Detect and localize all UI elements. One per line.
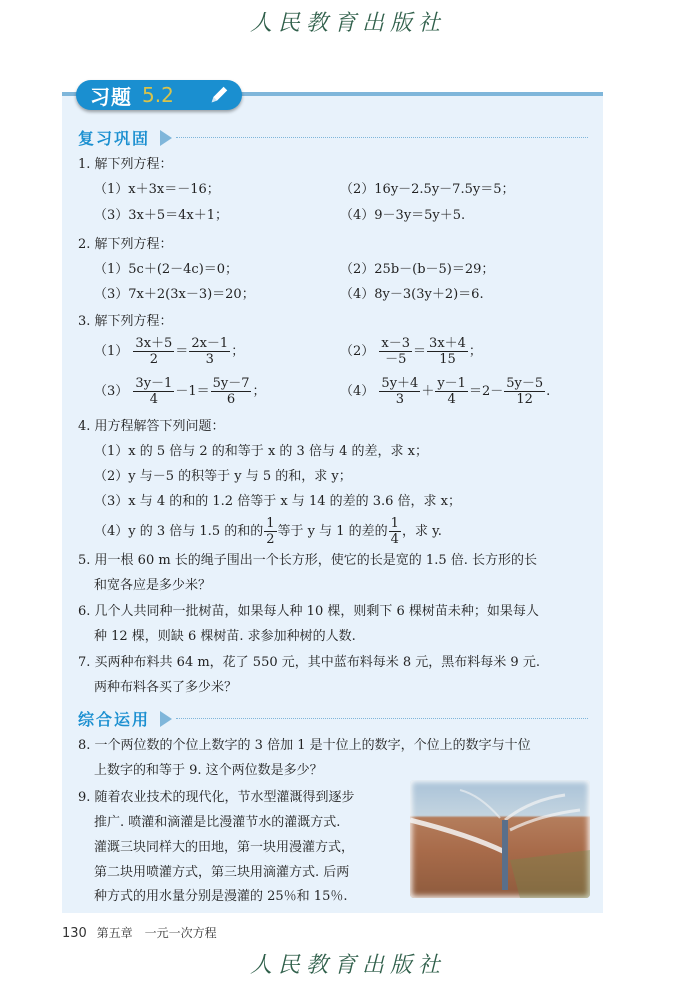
operator: －1＝ (175, 384, 210, 399)
q1-item: （2）16y－2.5y－7.5y＝5； (340, 182, 515, 197)
section-review (78, 126, 588, 149)
text: ，求 y. (401, 524, 442, 539)
fraction (211, 376, 252, 407)
punct: . (546, 384, 551, 399)
fraction (264, 516, 276, 547)
q5-line: 和宽各应是多少米？ (94, 578, 212, 593)
fraction (435, 376, 468, 407)
denominator: 4 (390, 532, 399, 547)
q9-line: 第二块用喷灌方式，第三块用滴灌方式. 后两 (94, 865, 350, 880)
q3-item-4 (340, 376, 550, 407)
numerator: 1 (390, 516, 399, 531)
section-apply (78, 707, 588, 730)
numerator: x－3 (381, 336, 411, 351)
q8-line: 上数字的和等于 9. 这个两位数是多少？ (94, 763, 323, 778)
denominator: 12 (516, 392, 533, 407)
badge-number: 5.2 (142, 83, 174, 107)
q2-item: （2）25b－(b－5)＝29； (340, 262, 495, 277)
fraction (379, 336, 412, 367)
fraction (189, 336, 230, 367)
punct: ； (231, 344, 245, 359)
q1-stem: 1. 解下列方程： (78, 157, 173, 172)
item-label: （1） (94, 344, 129, 359)
q5-line: 5. 用一根 60 m 长的绳子围出一个长方形，使它的长是宽的 1.5 倍. 长方形的长 (78, 553, 538, 568)
sprinkler-illustration (410, 780, 590, 898)
q9-line: 推广. 喷灌和滴灌是比漫灌节水的灌溉方式. (94, 815, 341, 830)
q1-item: （1）x＋3x＝－16； (94, 182, 220, 197)
fraction (133, 376, 174, 407)
q9-line: 种方式的用水量分别是漫灌的 25％和 15％. (94, 889, 348, 904)
denominator: 3 (205, 352, 214, 367)
fraction (133, 336, 174, 367)
operator: ＝ (175, 344, 189, 359)
q9-line: 9. 随着农业技术的现代化，节水型灌溉得到逐步 (78, 790, 355, 805)
triangle-icon (160, 130, 172, 146)
numerator: 5y＋4 (381, 376, 419, 391)
publisher-logo-top: 人民教育出版社 (249, 11, 446, 36)
fraction (427, 336, 468, 367)
denominator: 4 (447, 392, 456, 407)
publisher-logo-bottom: 人民教育出版社 (249, 953, 446, 978)
punct: ； (252, 384, 266, 399)
q3-item-3 (94, 376, 266, 407)
q4-item-4 (94, 516, 442, 547)
punct: ； (468, 344, 482, 359)
q4-item: （1）x 的 5 倍与 2 的和等于 x 的 3 倍与 4 的差，求 x； (94, 444, 428, 459)
q4-item: （2）y 与－5 的积等于 y 与 5 的和，求 y； (94, 469, 352, 484)
chapter-title: 第五章 一元一次方程 (96, 926, 217, 940)
exercise-badge (76, 80, 242, 110)
denominator: 15 (439, 352, 456, 367)
q2-item: （4）8y－3(3y＋2)＝6. (340, 287, 484, 302)
denominator: 4 (149, 392, 158, 407)
text: 等于 y 与 1 的差的 (277, 524, 388, 539)
item-label: （2） (340, 344, 375, 359)
fraction (504, 376, 545, 407)
section-title: 复习巩固 (78, 129, 151, 148)
denominator: －5 (385, 352, 407, 367)
item-label: （3） (94, 384, 129, 399)
numerator: 3y－1 (135, 376, 173, 391)
q6-line: 6. 几个人共同种一批树苗，如果每人种 10 棵，则剩下 6 棵树苗未种；如果每人 (78, 604, 539, 619)
numerator: 2x－1 (191, 336, 229, 351)
pencil-icon (208, 84, 230, 106)
numerator: 5y－7 (212, 376, 250, 391)
page-number: 130 (62, 926, 87, 941)
numerator: y－1 (437, 376, 466, 391)
denominator: 6 (226, 392, 236, 407)
numerator: 1 (266, 516, 275, 531)
fraction (379, 376, 420, 407)
fraction (389, 516, 401, 547)
q7-line: 两种布料各买了多少米？ (94, 680, 238, 695)
q9-line: 灌溉三块同样大的田地，第一块用漫灌方式， (94, 840, 355, 855)
operator: ＝2－ (468, 384, 504, 399)
operator: ＝ (413, 344, 427, 359)
badge-title: 习题 (90, 84, 132, 109)
numerator: 3x＋4 (429, 336, 466, 351)
q2-item: （1）5c＋(2－4c)＝0； (94, 262, 239, 277)
operator: ＋ (421, 384, 435, 399)
denominator: 3 (395, 392, 404, 407)
q2-item: （3）7x＋2(3x－3)＝20； (94, 287, 255, 302)
denominator: 2 (266, 532, 275, 547)
q1-item: （4）9－3y＝5y＋5. (340, 208, 466, 223)
q1-item: （3）3x＋5＝4x＋1； (94, 208, 229, 223)
q6-line: 种 12 棵，则缺 6 棵树苗. 求参加种树的人数. (94, 629, 356, 644)
q8-line: 8. 一个两位数的个位上数字的 3 倍加 1 是十位上的数字，个位上的数字与十位 (78, 738, 531, 753)
item-label: （4） (340, 384, 375, 399)
dotted-rule (176, 718, 588, 719)
page-footer (62, 924, 217, 941)
numerator: 5y－5 (506, 376, 544, 391)
q3-stem: 3. 解下列方程： (78, 314, 173, 329)
q2-stem: 2. 解下列方程： (78, 237, 173, 252)
q7-line: 7. 买两种布料共 64 m，花了 550 元，其中蓝布料每米 8 元，黑布料每米 9 元. (78, 655, 540, 670)
q3-item-1 (94, 336, 244, 367)
numerator: 3x＋5 (135, 336, 173, 351)
triangle-icon (160, 711, 172, 727)
q3-item-2 (340, 336, 482, 367)
text: （4）y 的 3 倍与 1.5 的和的 (94, 524, 264, 539)
denominator: 2 (149, 352, 158, 367)
dotted-rule (176, 137, 588, 138)
q4-item: （3）x 与 4 的和的 1.2 倍等于 x 与 14 的差的 3.6 倍，求 x； (94, 494, 462, 509)
irrigation-photo (410, 780, 590, 898)
section-title: 综合运用 (78, 710, 151, 729)
q4-stem: 4. 用方程解答下列问题： (78, 419, 225, 434)
